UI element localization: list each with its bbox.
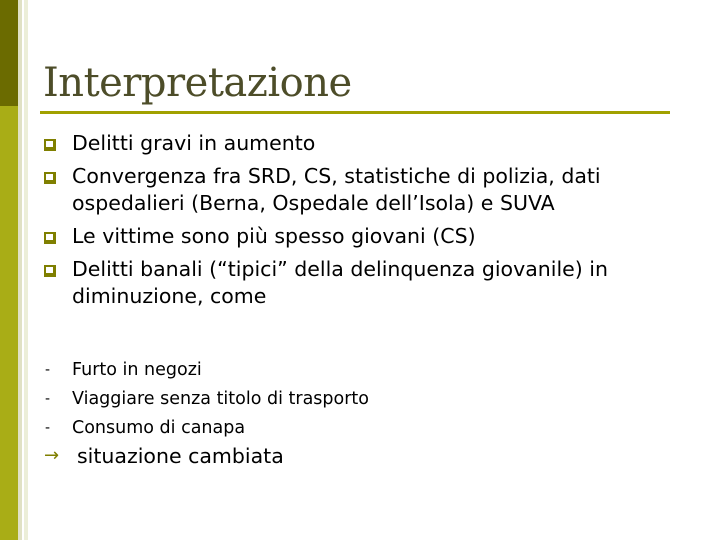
conclusion-line bbox=[40, 441, 677, 471]
side-strip-light bbox=[18, 0, 22, 540]
dash-icon: - bbox=[45, 420, 51, 436]
bullet-item bbox=[40, 130, 680, 157]
side-bar-olive bbox=[0, 106, 18, 540]
bullet-list bbox=[40, 130, 680, 316]
dash-icon: - bbox=[45, 391, 51, 407]
checkbox-square-icon bbox=[44, 232, 56, 244]
checkbox-square-icon bbox=[44, 139, 56, 151]
bullet-text: Delitti gravi in aumento bbox=[72, 131, 316, 155]
bullet-text: Le vittime sono più spesso giovani (CS) bbox=[72, 224, 476, 248]
sub-list-item bbox=[40, 414, 640, 443]
sub-item-text: Consumo di canapa bbox=[72, 418, 246, 438]
checkbox-square-icon bbox=[44, 172, 56, 184]
dash-icon: - bbox=[45, 362, 51, 378]
right-arrow-icon: → bbox=[44, 445, 60, 466]
bullet-text: Delitti banali (“tipici” della delinquenza giovanile) in diminuzione, come bbox=[72, 257, 608, 308]
sub-list-item bbox=[40, 385, 640, 414]
side-strip-lighter bbox=[24, 0, 28, 540]
sub-bullet-list bbox=[40, 356, 640, 443]
bullet-item bbox=[40, 256, 680, 310]
slide-title: Interpretazione bbox=[43, 60, 352, 106]
sub-list-item bbox=[40, 356, 640, 385]
sub-item-text: Viaggiare senza titolo di trasporto bbox=[72, 389, 369, 409]
title-underline bbox=[40, 111, 670, 114]
bullet-item bbox=[40, 163, 680, 217]
bullet-item bbox=[40, 223, 680, 250]
checkbox-square-icon bbox=[44, 265, 56, 277]
side-bar-dark bbox=[0, 0, 18, 106]
bullet-text: Convergenza fra SRD, CS, statistiche di polizia, dati ospedalieri (Berna, Ospedale dell’Isola) e SUVA bbox=[72, 164, 601, 215]
sub-item-text: Furto in negozi bbox=[72, 360, 202, 380]
conclusion-text: situazione cambiata bbox=[77, 444, 284, 468]
